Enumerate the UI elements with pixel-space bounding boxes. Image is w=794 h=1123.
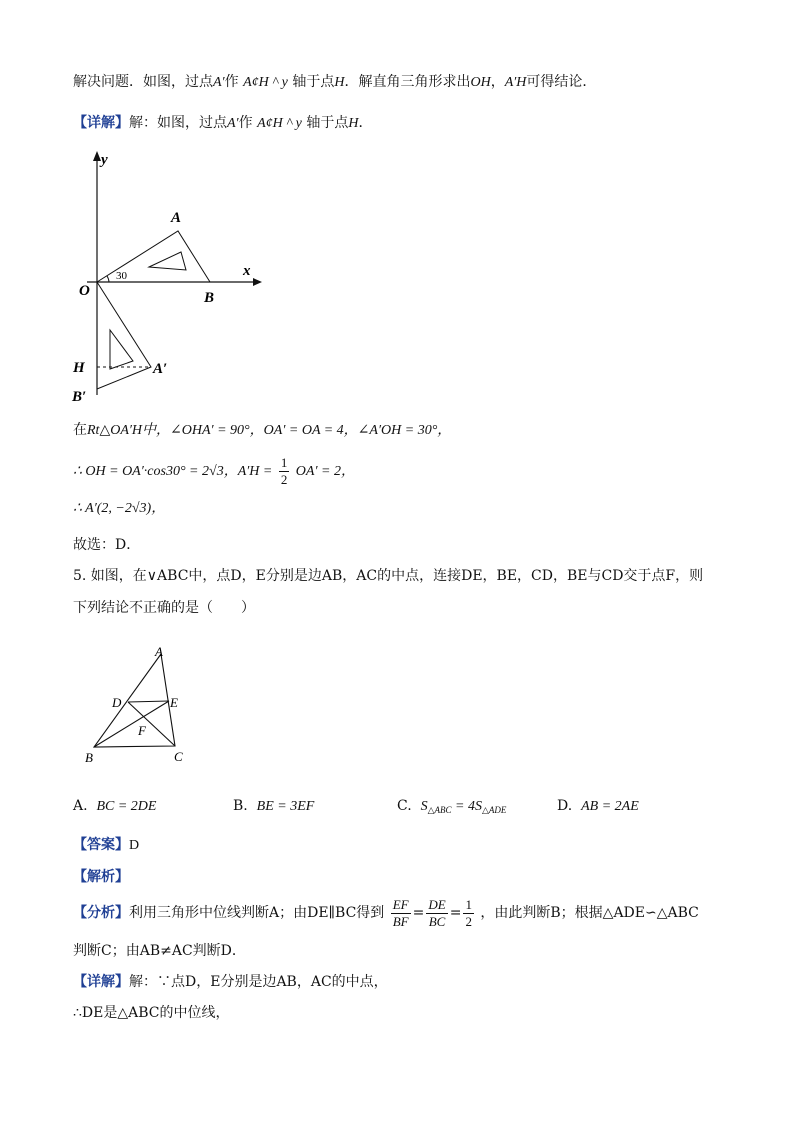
label-O: O (79, 283, 90, 299)
label-D: D (112, 695, 122, 710)
label-A: A (171, 210, 182, 226)
label-E: E (170, 695, 178, 710)
solution-line-4: 故选：D． (73, 537, 141, 553)
detail-line-1: 【详解】解：如图，过点A′作 A¢H ^ y 轴于点H． (73, 115, 373, 131)
detail-tag-2: 【详解】 (73, 974, 129, 990)
fraction-one-half: $\frac{1}{2}$ (280, 454, 288, 487)
intro-line: 解决问题．如图，过点A′作 A¢H ^ y 轴于点H．解直角三角形求出OH，A′H可得结论． (73, 74, 597, 90)
label-x: x (243, 263, 251, 279)
question-5-line-2: 下列结论不正确的是（ ） (73, 600, 255, 616)
solution-line-2: ∴ OH = OA′·cos30° = 2√3，A′H = $\frac{1}{2}$ OA′ = 2， (73, 454, 355, 487)
coordinate-figure (65, 145, 275, 410)
label-B-prime: B′ (72, 389, 87, 405)
triangle-figure (78, 640, 198, 770)
detail-line-2: 【详解】解：∵点D，E分别是边AB，AC的中点， (73, 974, 388, 990)
x-axis-arrow (253, 278, 262, 286)
fenxi-line-1: 【分析】利用三角形中位线判断A；由DE∥BC得到 $\frac{EF}{BF}$ = $\frac{DE}{BC}$ = $\frac{1}{2}$ ，由此判断B；根据△ADE∽△ABC (73, 896, 699, 929)
label-y: y (101, 152, 108, 168)
segment-DE (128, 701, 169, 702)
label-A-prime: A′ (153, 361, 168, 377)
label-B: B (204, 290, 215, 306)
fenxi-line-2: 判断C；由AB≠AC判断D． (73, 943, 246, 959)
triangle-ABC (94, 654, 175, 747)
triangle-OA'B' (97, 282, 151, 389)
fraction-one-half-2: $\frac{1}{2}$ (465, 896, 472, 929)
analysis-tag: 【解析】 (73, 869, 129, 885)
option-c[interactable]: C. $S_{\triangle ABC} = 4S_{\triangle ADE}$ (397, 798, 507, 815)
option-d[interactable]: D. AB = 2AE (557, 798, 639, 814)
option-a[interactable]: A. BC = 2DE (73, 798, 157, 814)
fenxi-tag: 【分析】 (73, 905, 129, 921)
triangle-OAB (97, 231, 210, 282)
fraction-ef-bf: $\frac{EF}{BF}$ (392, 896, 409, 929)
label-A: A (155, 644, 163, 659)
set-square-hole-2 (110, 330, 133, 369)
solution-line-1: 在Rt△OA′H中，∠OHA′ = 90°，OA′ = OA = 4，∠A′OH = 30°， (73, 422, 452, 438)
angle-arc (107, 276, 109, 282)
label-H: H (73, 360, 85, 376)
formula-text: A¢H ^ y (243, 75, 288, 90)
option-b[interactable]: B. BE = 3EF (233, 798, 315, 814)
label-C: C (174, 749, 183, 764)
detail-tag: 【详解】 (73, 115, 129, 131)
segment-CD (128, 702, 175, 746)
answer-tag: 【答案】 (73, 837, 129, 853)
detail-line-3: ∴DE是△ABC的中位线， (73, 1005, 230, 1021)
analysis-line (73, 867, 129, 887)
label-F: F (138, 723, 146, 738)
y-axis-arrow (93, 151, 101, 161)
answer-line: 【答案】D (73, 837, 140, 853)
fraction-de-bc: $\frac{DE}{BC}$ (428, 896, 446, 929)
segment-BE (94, 701, 169, 747)
label-B: B (85, 750, 93, 765)
question-5-line-1: 5. 如图，在∨ABC中，点D，E分别是边AB，AC的中点，连接DE，BE，CD，BE与CD交于点F，则 (73, 568, 704, 584)
solution-line-3: ∴ A′(2, −2√3)， (73, 501, 166, 516)
set-square-hole-1 (149, 252, 186, 270)
label-angle: 30 (116, 270, 127, 282)
